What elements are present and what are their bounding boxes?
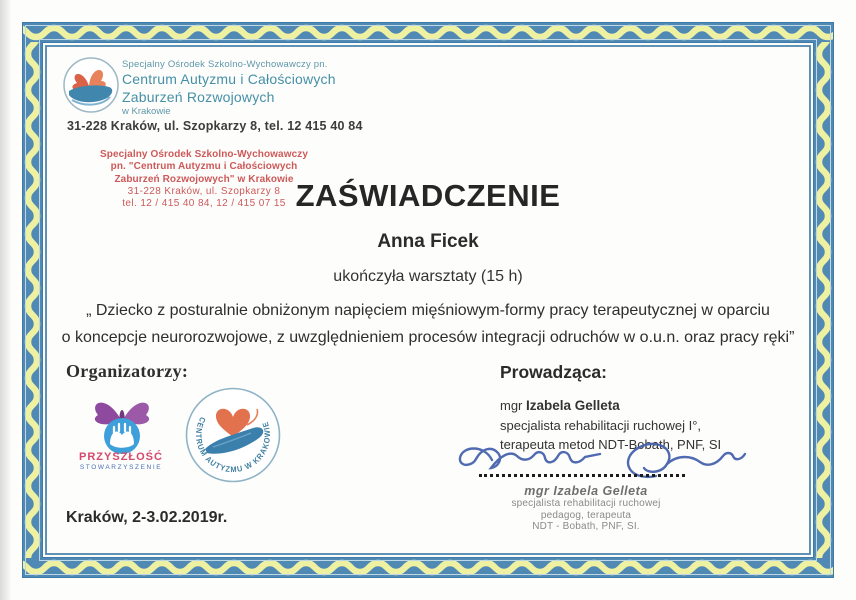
stamp-degree: mgr	[524, 484, 554, 498]
certificate-title: ZAŚWIADCZENIE	[295, 178, 561, 213]
przyszlosc-butterfly-icon	[84, 392, 160, 454]
red-stamp-line: pn. "Centrum Autyzmu i Całościowych	[110, 161, 298, 173]
red-stamp-line: Specjalny Ośrodek Szkolno-Wychowawczy	[99, 149, 309, 160]
organizers-heading: Organizatorzy:	[66, 361, 189, 381]
centrum-ring-text: CENTRUM AUTYZMU W KRAKOWIE	[193, 415, 273, 475]
workshop-title-line2: o koncepcje neurorozwojowe, z uwzględnieniem procesów integracji odruchów w o.u.n. oraz pracy ręki”	[61, 329, 795, 346]
stamp-name-line	[488, 484, 684, 498]
presenter-degree: mgr	[500, 398, 526, 413]
recipient-name: Anna Ficek	[377, 231, 479, 252]
workshop-title-line1: „ Dziecko z posturalnie obniżonym napięciem mięśniowym-formy pracy terapeutycznej w oparciu	[86, 302, 770, 319]
org-name-line1: Centrum Autyzmu i Całościowych	[122, 71, 336, 87]
presenter-stamp	[488, 484, 684, 533]
place-and-date: Kraków, 2-3.02.2019r.	[66, 509, 228, 526]
org-address: 31-228 Kraków, ul. Szopkarzy 8, tel. 12 415 40 84	[67, 119, 363, 133]
stamp-line-4: NDT - Bobath, PNF, SI.	[532, 521, 640, 532]
stamp-line-2: specjalista rehabilitacji ruchowej	[511, 498, 661, 509]
red-stamp-line: tel. 12 / 415 40 84, 12 / 415 07 15	[122, 198, 286, 210]
presenter-qualification-1: specjalista rehabilitacji ruchowej I°,	[500, 417, 702, 433]
workshop-title	[48, 297, 808, 351]
stamp-line-3: pedagog, terapeuta	[540, 509, 632, 521]
red-stamp-line: 31-228 Kraków, ul. Szopkarzy 8	[127, 185, 281, 197]
center-logo-icon	[62, 56, 120, 114]
presenter-qualification-2: terapeuta metod NDT-Bobath, PNF, SI	[500, 437, 722, 452]
przyszlosc-name: PRZYSZŁOŚĆ	[79, 451, 163, 463]
presenter-heading: Prowadząca:	[500, 362, 607, 382]
stamp-name: Izabela Gelleta	[553, 484, 648, 498]
signature-dotted-line	[479, 458, 685, 477]
org-city: w Krakowie	[122, 106, 171, 117]
centrum-autyzmu-ring-icon	[183, 385, 283, 485]
completion-statement: ukończyła warsztaty (15 h)	[333, 268, 523, 285]
org-name-small: Specjalny Ośrodek Szkolno-Wychowawczy pn.	[122, 59, 328, 70]
przyszlosc-subtitle: STOWARZYSZENIE	[79, 464, 163, 471]
org-name	[122, 70, 336, 106]
presenter-name-line	[500, 396, 721, 416]
red-stamp-line: Zaburzeń Rozwojowych" w Krakowie	[114, 173, 294, 185]
org-name-line2: Zaburzeń Rozwojowych	[122, 89, 275, 105]
presenter-name: Izabela Gelleta	[526, 398, 620, 413]
